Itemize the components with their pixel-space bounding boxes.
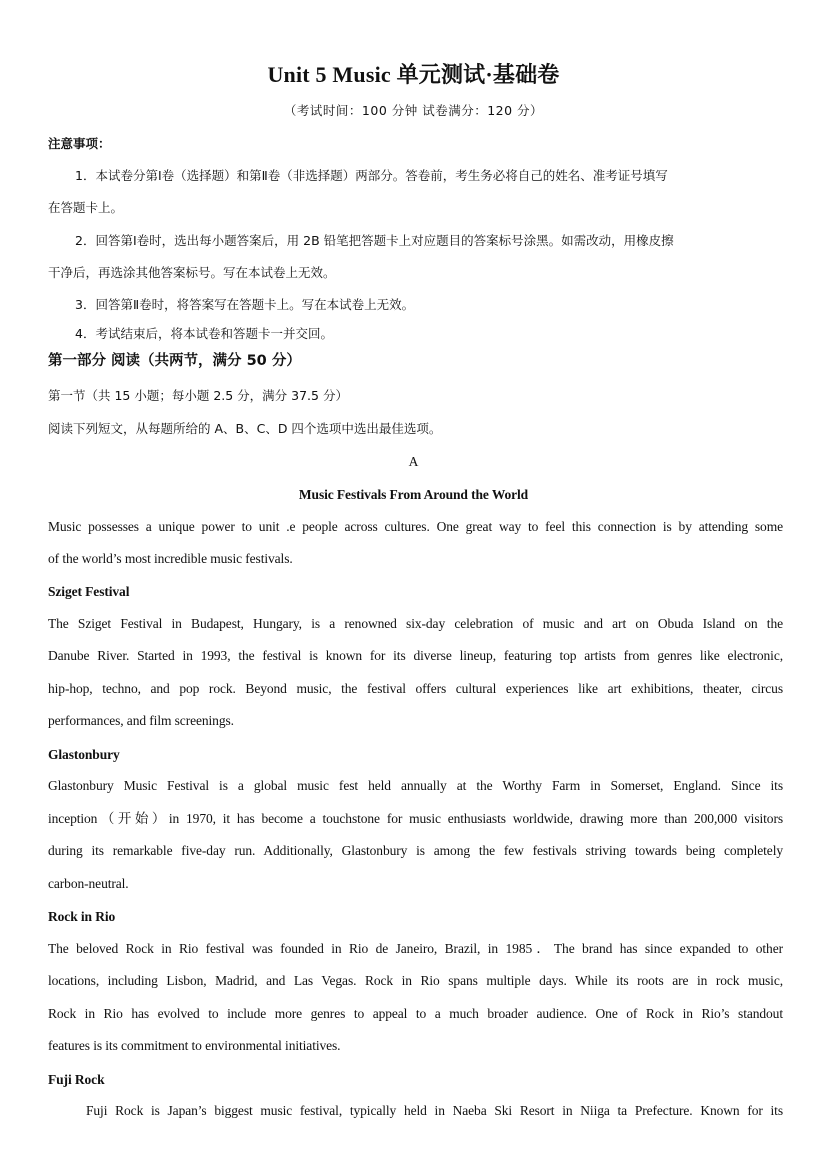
section-heading-rock-in-rio: Rock in Rio [48, 909, 116, 924]
section-heading-glastonbury: Glastonbury [48, 747, 120, 762]
intro-line-2: of the world’s most incredible music festivals. [48, 551, 293, 566]
rock-in-rio-line-4: features is its commitment to environmental initiatives. [48, 1038, 341, 1053]
notice-item-1-line-1: 1．本试卷分第Ⅰ卷（选择题）和第Ⅱ卷（非选择题）两部分。答卷前，考生务必将自己的姓名、准考证号填写 [75, 168, 668, 183]
reading-instruction: 阅读下列短文，从每题所给的 A、B、C、D 四个选项中选出最佳选项。 [48, 421, 442, 436]
page-title: Unit 5 Music 单元测试·基础卷 [267, 62, 560, 87]
notice-item-4: 4．考试结束后，将本试卷和答题卡一并交回。 [75, 326, 333, 341]
fuji-rock-line-1: Fuji Rock is Japan’s biggest music festival, typically held in Naeba Ski Resort in Niiga ta Prefecture. Known for its [86, 1103, 783, 1118]
notice-item-1-line-2: 在答题卡上。 [48, 200, 124, 215]
sziget-line-3: hip-hop, techno, and pop rock. Beyond music, the festival offers cultural experiences like art exhibitions, theater, circus [48, 681, 783, 696]
intro-line-1: Music possesses a unique power to unit .e people across cultures. One great way to feel this connection is by attending some [48, 519, 783, 534]
exam-info: （考试时间：100 分钟 试卷满分：120 分） [283, 103, 544, 118]
rock-in-rio-line-2: locations, including Lisbon, Madrid, and Las Vegas. Rock in Rio spans multiple days. While its roots are in rock music, [48, 973, 783, 988]
notice-label: 注意事项： [48, 136, 111, 151]
sziget-line-1: The Sziget Festival in Budapest, Hungary, is a renowned six-day celebration of music and art on Obuda Island on the [48, 616, 783, 631]
notice-item-2-line-1: 2．回答第Ⅰ卷时，选出每小题答案后，用 2B 铅笔把答题卡上对应题目的答案标号涂黑。如需改动，用橡皮擦 [75, 233, 674, 248]
part-1-heading: 第一部分 阅读（共两节，满分 50 分） [48, 353, 301, 369]
glastonbury-line-3: during its remarkable five-day run. Additionally, Glastonbury is among the few festivals striving towards being completely [48, 843, 783, 858]
glastonbury-line-4: carbon-neutral. [48, 876, 129, 891]
passage-title: Music Festivals From Around the World [298, 487, 529, 502]
sziget-line-4: performances, and film screenings. [48, 713, 234, 728]
section-heading-sziget: Sziget Festival [48, 584, 130, 599]
glastonbury-line-2: inception（开始）in 1970, it has become a touchstone for music enthusiasts worldwide, drawing more than 200,000 visitors [48, 811, 783, 826]
passage-letter: A [408, 454, 419, 469]
section-heading-fuji-rock: Fuji Rock [48, 1072, 105, 1087]
glastonbury-line-1: Glastonbury Music Festival is a global music fest held annually at the Worthy Farm in Somerset, England. Since its [48, 778, 783, 793]
notice-item-3: 3．回答第Ⅱ卷时，将答案写在答题卡上。写在本试卷上无效。 [75, 297, 415, 312]
rock-in-rio-line-1: The beloved Rock in Rio festival was founded in Rio de Janeiro, Brazil, in 1985．The brand has since expanded to other [48, 941, 783, 956]
notice-item-2-line-2: 干净后，再选涂其他答案标号。写在本试卷上无效。 [48, 265, 336, 280]
section-1-info: 第一节（共 15 小题；每小题 2.5 分，满分 37.5 分） [48, 388, 348, 403]
rock-in-rio-line-3: Rock in Rio has evolved to include more genres to appeal to a much broader audience. One of Rock in Rio’s standout [48, 1006, 783, 1021]
sziget-line-2: Danube River. Started in 1993, the festival is known for its diverse lineup, featuring top artists from genres like electronic, [48, 648, 783, 663]
